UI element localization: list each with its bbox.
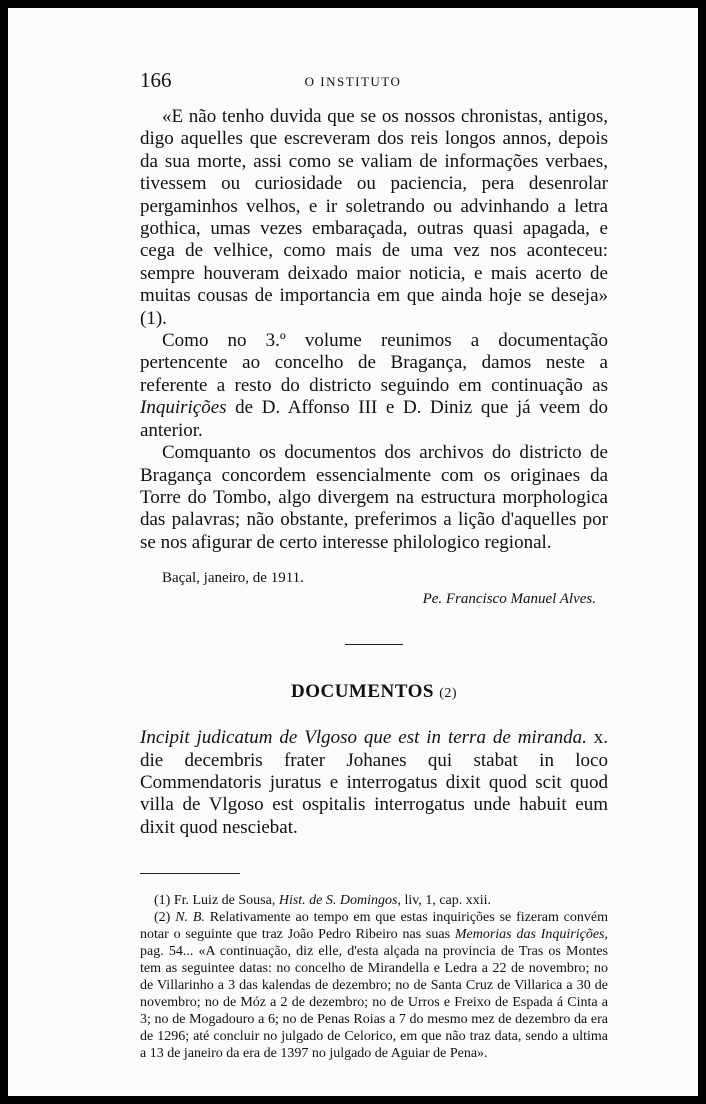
footnote-2: (2) N. B. Relativamente ao tempo em que estas inquirições se fizeram convém notar o seguinte que traz João Pedro Ribeiro nas suas Memorias das Inquirições, pag. 54... «A continuação, diz elle, d'esta alçada na provincia de Tras os Montes tem as seguintee datas: no concelho de Mirandella e Ledra a 22 de novembro; no de Villarinho a 3 das kalendas de dezembro; no de Santa Cruz de Villarica a 30 de novembro; no de Móz a 2 de dezembro; no de Urros e Freixo de Espada á Cinta a 3; no de Mogadouro a 6; no de Penas Roias a 7 do mesmo mez de dezembro da era de 1296; até concluir no julgado de Celorico, em que não traz data, sendo a ultima a 13 de janeiro da era de 1397 no julgado de Aguiar de Pena». xyxy=(140,910,609,1062)
page-number: 166 xyxy=(140,68,172,92)
footnotes xyxy=(140,892,608,1062)
letter-text xyxy=(140,106,608,554)
running-head: O INSTITUTO xyxy=(304,74,402,89)
page-header xyxy=(8,66,698,96)
paragraph-volume: Como no 3.º volume reunimos a documentação pertencente ao concelho de Bragança, damos neste a referente a resto do districto seguindo em continuação as Inquirições de D. Affonso III e D. Diniz que já veem do anterior. xyxy=(140,330,608,441)
section-divider xyxy=(345,644,403,645)
latin-document xyxy=(140,727,608,839)
book-page xyxy=(8,8,698,1096)
footnote-ref-2: (2) xyxy=(439,686,458,702)
footnote-divider xyxy=(140,873,240,874)
place-date: Baçal, janeiro, de 1911. xyxy=(162,570,304,587)
paragraph-quote: «E não tenho duvida que se os nossos chronistas, antigos, digo aquelles que escreveram dos reis longos annos, depois da sua morte, assi como se valiam de informações verbaes, tivessem ou curiosidade ou paciencia, pera desenrolar pergaminhos velhos, e ir soletrando ou advinhando a letra gothica, umas vezes embaraçada, outras quasi apagada, e cega de velhice, como mais de uma vez nos aconteceu: sempre houveram deixado maior noticia, e mais acerto de muitas cousas de importancia em que ainda hoje se deseja» (1). xyxy=(140,106,608,329)
section-title: DOCUMENTOS (2) xyxy=(290,681,458,703)
inquiricoes-title: Inquirições xyxy=(140,397,227,419)
incipit: Incipit judicatum de Vlgoso que est in terra de miranda. xyxy=(140,727,587,749)
footnote-1: (1) Fr. Luiz de Sousa, Hist. de S. Domingos, liv, 1, cap. xxii. xyxy=(154,893,492,909)
page-body xyxy=(140,106,608,1062)
signature: Pe. Francisco Manuel Alves. xyxy=(422,591,596,608)
paragraph-philology: Comquanto os documentos dos archivos do districto de Bragança concordem essencialmente com os originaes da Torre do Tombo, algo divergem na estructura morphologica das palavras; não obstante, preferimos a lição d'aquelles por se nos afigurar de certo interesse philologico regional. xyxy=(140,442,608,553)
latin-text: x. die decembris frater Johanes qui stabat in loco Commendatoris juratus e interrogatus dixit quod scit quod villa de Vlgoso est ospitalis interrogatus unde habuit eum dixit quod nesciebat. xyxy=(140,727,608,838)
